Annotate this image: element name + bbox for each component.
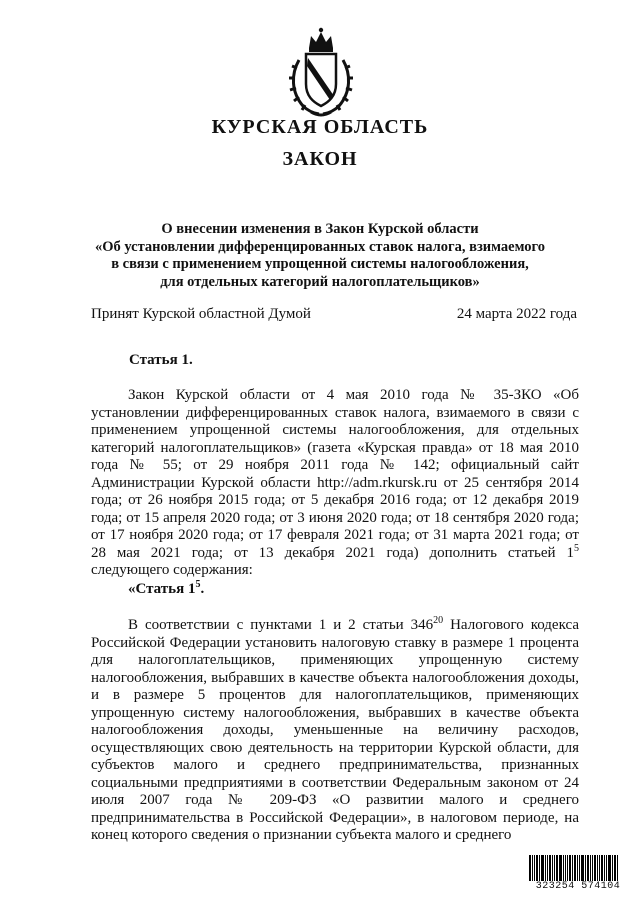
barcode-bar [574,855,576,881]
new-article-label-prefix: «Статья 1 [128,581,196,597]
article-1-ref-sup: 5 [574,542,579,554]
article-1-ref-number: 1 [566,544,574,561]
article-1-tail: следующего содержания: [91,562,253,578]
barcode-bar [587,855,589,881]
barcode-bar [541,855,544,881]
barcode-bar [539,855,540,881]
paragraph-sup: 20 [433,615,444,626]
barcode-bar [536,855,538,881]
coat-of-arms-emblem [285,26,357,118]
new-article-label-sup: 5 [195,579,201,590]
article-1-paragraph [91,387,579,580]
barcode-bar [601,855,603,881]
barcode-bar [545,855,546,881]
barcode-bar [594,855,596,881]
barcode-bar [614,855,616,881]
barcode-bar [606,855,607,881]
law-title-line: для отдельных категорий налогоплательщиков» [160,273,480,290]
barcode-bar [552,855,553,881]
barcode-bar [567,855,568,881]
adoption-date: 24 марта 2022 года [456,306,577,322]
new-article-paragraph [91,617,579,845]
barcode-bar [547,855,548,881]
article-1-text: Закон Курской области от 4 мая 2010 года № 35-ЗКО «Об установлении дифференцированных ставок налога, взимаемого в связи с применением упрощенной системы налогообложения, для отдельных категорий налогоплательщиков» (газета «Курская правда» от 18 мая 2010 года № 55; от 29 ноября 2011 года № 142; официальный сайт Администрации Курской области http://adm.rkursk.ru от 25 сентября 2014 года; от 26 ноября 2015 года; от 5 декабря 2016 года; от 12 декабря 2019 года; от 15 апреля 2020 года; от 3 июня 2020 года; от 18 сентября 2020 года; от 17 ноября 2020 года; от 17 февраля 2021 года; от 31 марта 2021 года; от 28 мая 2021 года; от 13 декабря 2021 года) дополнить статьей [91,387,579,561]
barcode-bar [569,855,571,881]
barcode-bar [559,855,562,881]
law-title-line: «Об установлении дифференцированных ставок налога, взимаемого [94,238,546,255]
barcode-bar [532,855,533,881]
barcode [529,855,627,893]
barcode-bar [556,855,558,881]
barcode-bar [581,855,584,881]
barcode-bar [572,855,573,881]
barcode-number: 323254 574104 [535,881,621,892]
barcode-bar [617,855,618,881]
barcode-bar [597,855,598,881]
barcode-bar [608,855,611,881]
new-article-label-block [91,581,579,599]
adopted-by: Принят Курской областной Думой [91,306,311,322]
barcode-bar [529,855,531,881]
law-title-line: О внесении изменения в Закон Курской области [161,221,479,237]
new-article-label [91,581,579,599]
new-article-label-suffix: . [200,581,205,597]
barcode-bar [590,855,591,881]
barcode-bar [577,855,578,881]
barcode-bar [534,855,535,881]
barcode-bar [585,855,586,881]
barcode-bar [612,855,613,881]
law-title-line: в связи с применением упрощенной системы налогообложения, [111,256,529,272]
region-heading: КУРСКАЯ ОБЛАСТЬ [211,116,429,138]
article-1-heading: Статья 1. [129,352,193,368]
barcode-bar [565,855,566,881]
barcode-bars [529,855,627,881]
barcode-bar [592,855,593,881]
document-type-heading: ЗАКОН [282,148,358,170]
barcode-bar [549,855,551,881]
paragraph-text-before: В соответствии с пунктами 1 и 2 статьи 346 [128,617,434,633]
barcode-bar [563,855,564,881]
law-title [70,221,570,291]
barcode-bar [579,855,580,881]
barcode-bar [554,855,555,881]
barcode-bar [599,855,600,881]
article-1-body [91,387,579,580]
barcode-bar [604,855,605,881]
paragraph-text-after: Налогового кодекса Российской Федерации установить налоговую ставку в размере 1 процента для налогоплательщиков, применяющих упрощенную систему налогообложения, выбравших в качестве объекта налогообложения доходы, и в размере 5 процентов для налогоплательщиков, применяющих упрощенную систему налогообложения, выбравших в качестве объекта налогообложения доходы, уменьшенные на величину расходов, осуществляющих свою деятельность на территории Курской области, для субъектов малого и среднего предпринимательства, признанных социальными предприятиями в соответствии Федеральным законом от 24 июля 2007 года № 209-ФЗ «О развитии малого и среднего предпринимательства в Российской Федерации», в налоговом периоде, на конец которого сведения о признании субъекта малого и среднего [91,617,579,843]
new-article-body [91,617,579,845]
